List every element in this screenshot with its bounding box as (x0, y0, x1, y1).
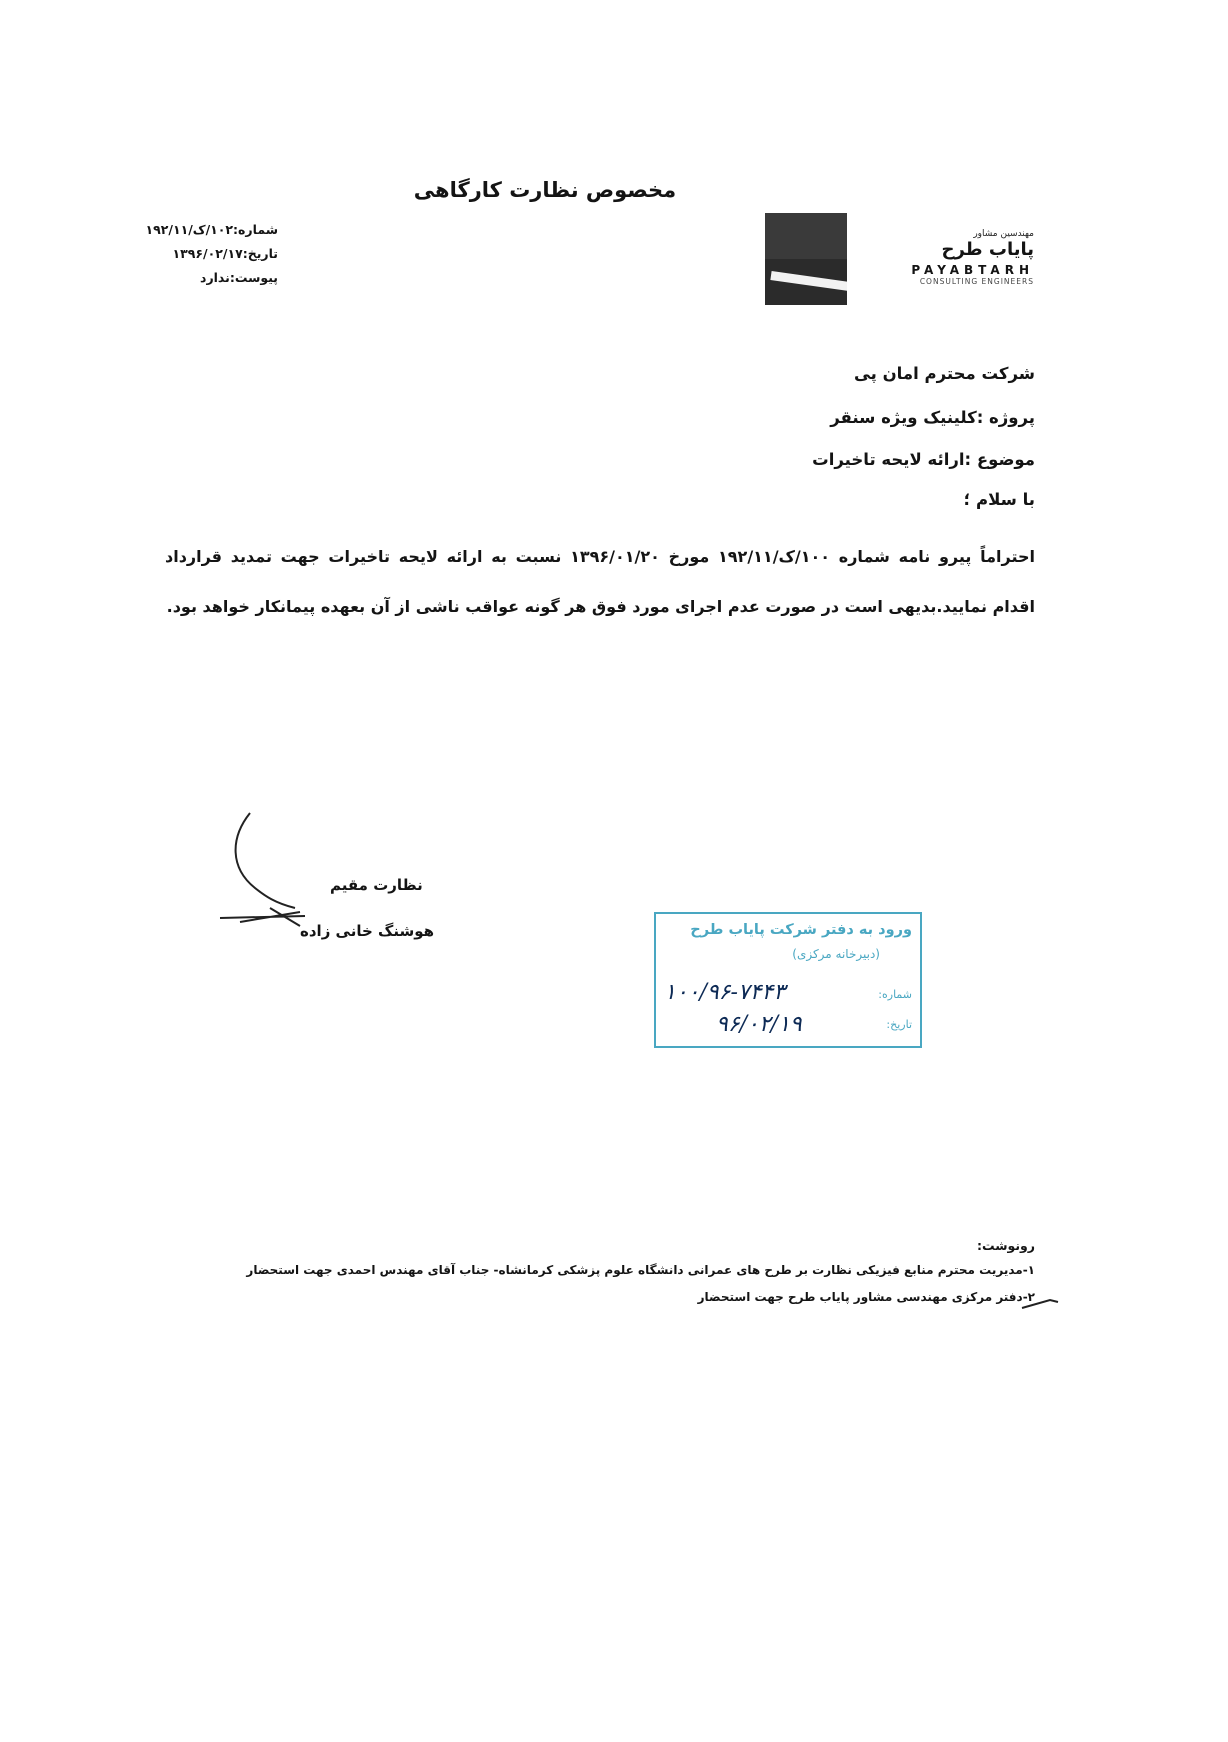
letter-heading: مخصوص نظارت کارگاهی (413, 178, 677, 202)
stamp-number-label: شماره: (878, 988, 912, 1001)
letter-body: احتراماً پیرو نامه شماره ۱۰۰/ک/۱۹۲/۱۱ مورخ ۱۳۹۶/۰۱/۲۰ نسبت به ارائه لایحه تاخیرات جهت تمدید قرارداد اقدام نمایید.بدیهی است در صورت عدم اجرای مورد فوق هر گونه عواقب ناشی از آن بعهده پیمانکار خواهد بود. (165, 547, 1035, 616)
stamp-date-label: تاریخ: (886, 1018, 912, 1031)
letter-number: شماره:۱۰۲/ک/۱۹۲/۱۱ (145, 222, 278, 237)
subject-line: موضوع :ارائه لایحه تاخیرات (812, 450, 1035, 469)
signatory-title: نظارت مقیم (330, 876, 423, 894)
stamp-date-value: ۹۶/۰۲/۱۹ (716, 1012, 802, 1037)
stamp-title: ورود به دفتر شرکت پایاب طرح (690, 922, 912, 938)
recipient-line: شرکت محترم امان پی (853, 364, 1035, 383)
company-logo-text (862, 229, 1034, 286)
logo-name-en: PAYABTARH (911, 263, 1034, 277)
stamp-subtitle: (دبیرخانه مرکزی) (792, 947, 880, 961)
signatory-name: هوشنگ خانی زاده (300, 922, 435, 940)
logo-name-fa: پایاب طرح (941, 239, 1034, 260)
letter-meta (78, 218, 278, 290)
greeting-line: با سلام ؛ (963, 490, 1035, 509)
logo-tagline: مهندسین مشاور (973, 229, 1034, 239)
cc-heading: رونوشت: (976, 1238, 1035, 1253)
cc-item-2: ۲-دفتر مرکزی مهندسی مشاور پایاب طرح جهت استحضار (697, 1290, 1035, 1304)
company-logo-icon (765, 213, 847, 305)
logo-subtitle: CONSULTING ENGINEERS (919, 277, 1034, 286)
stamp-number-value: ۱۰۰/۹۶-۷۴۴۳ (664, 980, 786, 1005)
project-line: پروژه :کلینیک ویژه سنقر (830, 408, 1035, 427)
letter-date: تاریخ:۱۳۹۶/۰۲/۱۷ (172, 246, 278, 261)
letter-attachment: پیوست:ندارد (200, 270, 278, 285)
receipt-stamp (654, 912, 922, 1048)
cc-checkmark-icon (1020, 1294, 1060, 1314)
cc-item-1: ۱-مدیریت محترم منابع فیزیکی نظارت بر طرح های عمرانی دانشگاه علوم پزشکی کرمانشاه- جناب آقای مهندس احمدی جهت استحضار (246, 1263, 1035, 1277)
